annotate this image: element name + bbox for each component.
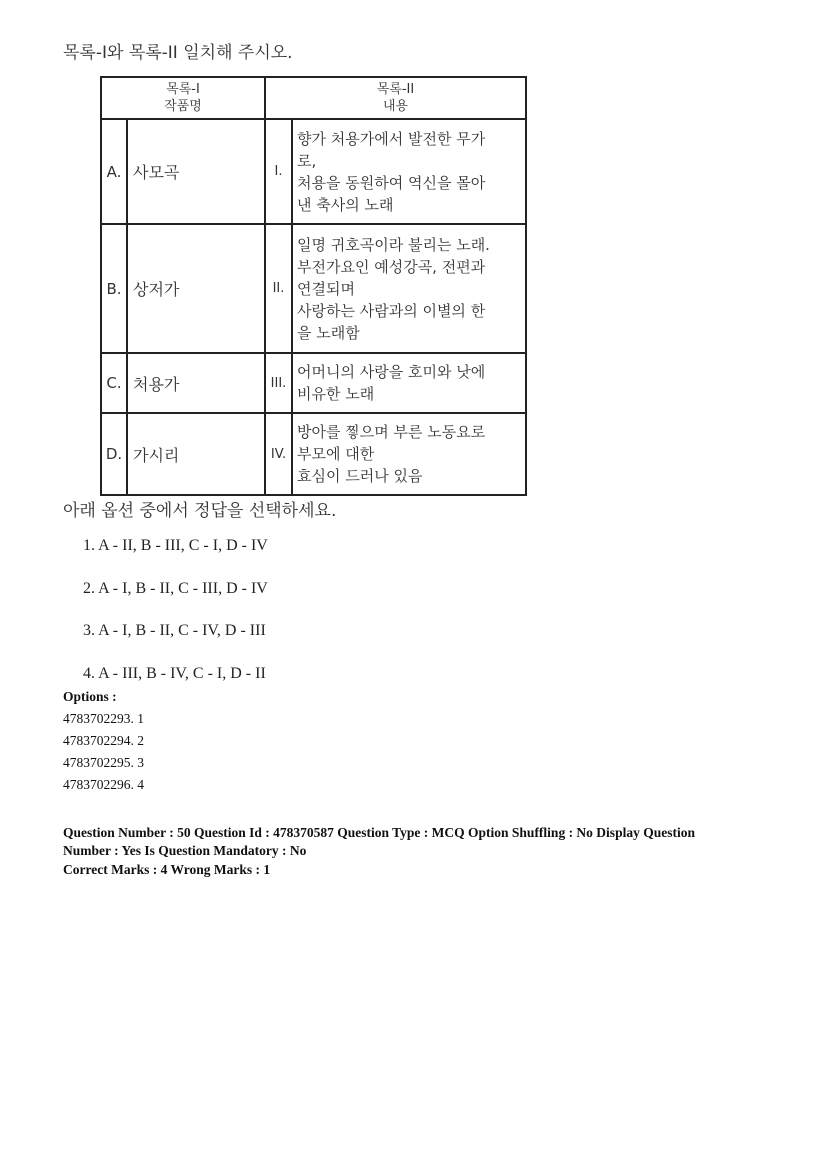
answer-choice-1: 1. A - II, B - III, C - I, D - IV: [83, 537, 268, 554]
list-1-header-title: 목록-I: [166, 82, 200, 97]
description-line: 연결되며: [297, 279, 355, 298]
matching-table: [100, 76, 527, 496]
description-line: 을 노래함: [297, 323, 360, 342]
marks-info: Correct Marks : 4 Wrong Marks : 1: [63, 862, 271, 877]
row-number: IV.: [265, 413, 292, 495]
list-2-header: [265, 77, 526, 119]
row-item: 처용가: [127, 353, 265, 413]
table-row: [101, 413, 526, 495]
row-number: II.: [265, 224, 292, 353]
description-line: 비유한 노래: [297, 385, 375, 403]
table-row: [101, 224, 526, 353]
row-letter: C.: [101, 353, 127, 413]
row-item: 상저가: [127, 224, 265, 353]
answer-choice-4: 4. A - III, B - IV, C - I, D - II: [83, 665, 266, 682]
option-id-4: 4783702296. 4: [63, 777, 144, 792]
table-row: [101, 119, 526, 224]
list-1-header: [101, 77, 265, 119]
table-header-row: [101, 77, 526, 119]
option-id-2: 4783702294. 2: [63, 733, 144, 748]
table-row: [101, 353, 526, 413]
row-description: [292, 413, 526, 495]
list-2-header-title: 목록-II: [376, 82, 415, 97]
description-line: 부전가요인 예성강곡, 전편과: [297, 257, 486, 276]
list-2-header-subtitle: 내용: [382, 99, 409, 114]
row-description: [292, 353, 526, 413]
row-description: [292, 119, 526, 224]
choose-prompt: 아래 옵션 중에서 정답을 선택하세요.: [63, 501, 337, 521]
description-line: 낸 축사의 노래: [297, 195, 394, 214]
description-line: 일명 귀호곡이라 불리는 노래.: [297, 235, 490, 254]
description-line: 부모에 대한: [297, 445, 375, 463]
row-description: [292, 224, 526, 353]
description-line: 향가 처용가에서 발전한 무가: [297, 129, 486, 148]
row-number: III.: [265, 353, 292, 413]
description-line: 사랑하는 사람과의 이별의 한: [297, 301, 486, 320]
description-line: 로,: [297, 151, 317, 170]
row-item: 가시리: [127, 413, 265, 495]
row-letter: A.: [101, 119, 127, 224]
question-title: 목록-I와 목록-II 일치해 주시오.: [63, 43, 293, 63]
description-line: 방아를 찧으며 부른 노동요로: [297, 423, 486, 441]
description-line: 처용을 동원하여 역신을 몰아: [297, 173, 486, 192]
row-letter: B.: [101, 224, 127, 353]
option-id-3: 4783702295. 3: [63, 755, 144, 770]
option-id-1: 4783702293. 1: [63, 711, 144, 726]
row-number: I.: [265, 119, 292, 224]
answer-choice-3: 3. A - I, B - II, C - IV, D - III: [83, 622, 266, 639]
list-1-header-subtitle: 작품명: [164, 99, 202, 114]
options-label: Options :: [63, 689, 117, 704]
description-line: 효심이 드러나 있음: [297, 467, 423, 485]
description-line: 어머니의 사랑을 호미와 낫에: [297, 363, 486, 381]
question-meta-line: Question Number : 50 Question Id : 478370587 Question Type : MCQ Option Shuffling : No Display Question: [63, 825, 695, 840]
row-item: 사모곡: [127, 119, 265, 224]
answer-choice-2: 2. A - I, B - II, C - III, D - IV: [83, 580, 268, 597]
question-meta-line: Number : Yes Is Question Mandatory : No: [63, 843, 307, 858]
row-letter: D.: [101, 413, 127, 495]
